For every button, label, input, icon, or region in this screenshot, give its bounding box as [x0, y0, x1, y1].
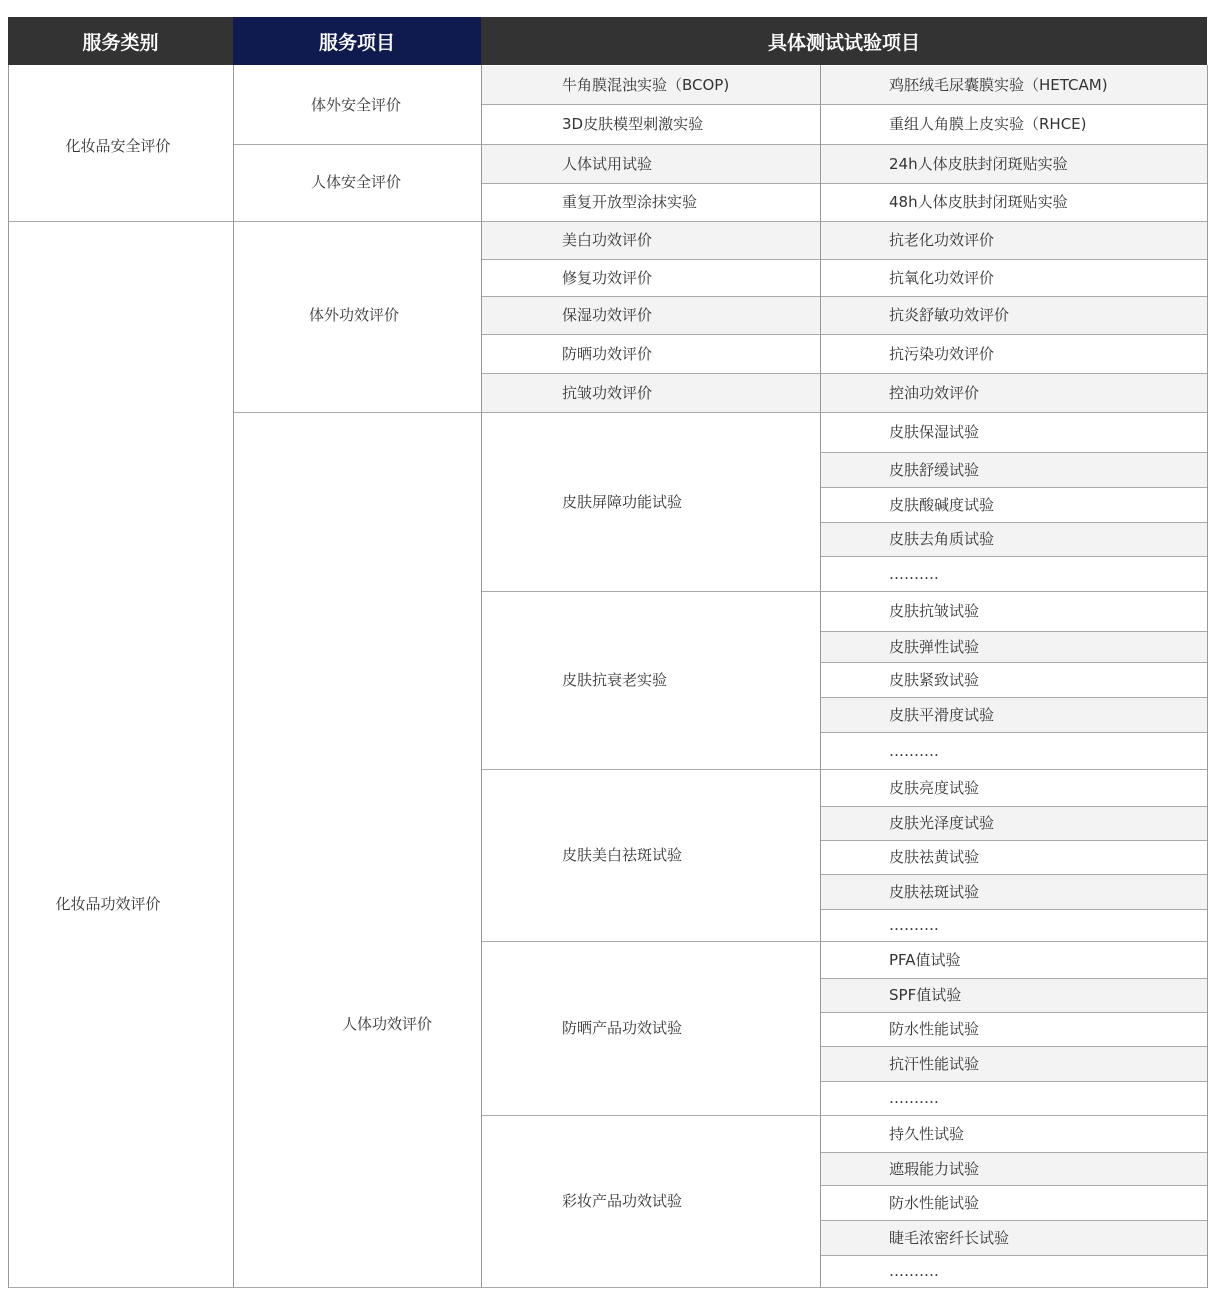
test-item: 皮肤祛黄试验 — [889, 848, 980, 866]
column-divider — [8, 65, 9, 1288]
test-item: 48h人体皮肤封闭斑贴实验 — [889, 193, 1068, 211]
header-label: 服务类别 — [82, 31, 159, 54]
row-shade — [821, 453, 1207, 487]
test-item: 保湿功效评价 — [562, 306, 653, 324]
header-label: 服务项目 — [318, 31, 395, 54]
row-divider — [481, 296, 1207, 297]
service-invitro-efficacy: 体外功效评价 — [308, 306, 400, 324]
row-divider — [481, 1115, 1207, 1116]
header-service-item — [233, 17, 481, 65]
row-divider — [233, 144, 1207, 145]
row-shade — [821, 1221, 1207, 1255]
row-divider — [820, 556, 1207, 557]
category-safety: 化妆品安全评价 — [65, 137, 171, 155]
test-item: ………. — [889, 564, 939, 583]
test-item: ………. — [889, 1089, 939, 1107]
row-divider — [481, 334, 1207, 335]
row-divider — [481, 104, 1207, 105]
test-group-name: 彩妆产品功效试验 — [562, 1192, 683, 1210]
row-shade — [821, 698, 1207, 732]
row-divider — [820, 1081, 1207, 1082]
row-divider — [820, 487, 1207, 488]
test-group-name: 皮肤屏障功能试验 — [562, 492, 683, 511]
test-item: 皮肤平滑度试验 — [889, 705, 995, 724]
column-divider — [233, 65, 234, 1288]
test-item: 皮肤去角质试验 — [889, 530, 995, 548]
row-divider — [820, 522, 1207, 523]
test-item: 皮肤光泽度试验 — [889, 814, 995, 832]
row-shade — [821, 1153, 1207, 1185]
row-divider — [820, 631, 1207, 632]
row-divider — [481, 183, 1207, 184]
test-item: 重复开放型涂抹实验 — [562, 193, 698, 211]
test-item: 皮肤舒缓试验 — [889, 460, 980, 479]
row-divider — [820, 806, 1207, 807]
row-divider — [481, 769, 1207, 770]
row-shade — [821, 875, 1207, 909]
row-divider — [233, 412, 1207, 413]
row-divider — [481, 259, 1207, 260]
row-shade — [821, 979, 1207, 1012]
row-divider — [820, 1046, 1207, 1047]
row-shade — [821, 1047, 1207, 1081]
row-shade — [821, 523, 1207, 556]
header-service-category — [8, 17, 233, 65]
test-item: 3D皮肤模型刺激实验 — [562, 115, 704, 133]
row-divider — [820, 909, 1207, 910]
test-item: 抗老化功效评价 — [889, 231, 995, 249]
row-divider — [820, 732, 1207, 733]
test-item: 修复功效评价 — [562, 268, 653, 287]
test-item: 防晒功效评价 — [562, 344, 653, 363]
test-item: 防水性能试验 — [889, 1020, 980, 1038]
column-divider — [1207, 65, 1208, 1288]
row-divider — [820, 840, 1207, 841]
test-item: 皮肤抗皱试验 — [889, 602, 980, 620]
header-test-items — [481, 17, 1207, 65]
test-group-name: 皮肤抗衰老实验 — [562, 671, 668, 689]
row-divider — [820, 452, 1207, 453]
test-item: 抗氧化功效评价 — [889, 268, 995, 287]
test-item: 抗炎舒敏功效评价 — [889, 306, 1010, 324]
test-item: ………. — [889, 916, 939, 934]
test-item: SPF值试验 — [889, 986, 962, 1004]
row-shade — [821, 807, 1207, 840]
test-item: 皮肤紧致试验 — [889, 670, 980, 689]
row-shade — [821, 632, 1207, 662]
test-item: 睫毛浓密纤长试验 — [889, 1228, 1010, 1247]
row-divider — [820, 1185, 1207, 1186]
test-item: 皮肤祛斑试验 — [889, 882, 980, 901]
test-item: PFA值试验 — [889, 950, 961, 969]
row-divider — [820, 662, 1207, 663]
test-item: 鸡胚绒毛尿囊膜实验（HETCAM) — [889, 75, 1108, 94]
row-divider — [481, 941, 1207, 942]
test-item: 皮肤酸碱度试验 — [889, 495, 995, 514]
row-divider — [820, 1255, 1207, 1256]
service-human-safety: 人体安全评价 — [310, 173, 402, 191]
test-item: 抗皱功效评价 — [562, 383, 653, 402]
test-item: 重组人角膜上皮实验（RHCE) — [889, 115, 1087, 133]
test-item: ………. — [889, 741, 939, 760]
test-item: 人体试用试验 — [562, 154, 653, 173]
test-item: 美白功效评价 — [562, 231, 653, 249]
service-human-efficacy: 人体功效评价 — [341, 1015, 433, 1033]
category-efficacy: 化妆品功效评价 — [55, 895, 161, 913]
row-divider — [820, 978, 1207, 979]
row-divider — [8, 221, 1207, 222]
row-divider — [820, 1012, 1207, 1013]
service-invitro-safety: 体外安全评价 — [310, 96, 402, 114]
test-item: 抗汗性能试验 — [889, 1054, 980, 1073]
test-item: 24h人体皮肤封闭斑贴实验 — [889, 154, 1068, 173]
column-divider — [481, 65, 482, 1288]
test-item: 遮瑕能力试验 — [889, 1159, 980, 1178]
row-divider — [820, 1152, 1207, 1153]
row-divider — [820, 874, 1207, 875]
column-divider — [820, 65, 821, 1288]
test-item: 控油功效评价 — [889, 383, 980, 402]
row-divider — [820, 697, 1207, 698]
test-group-name: 皮肤美白祛斑试验 — [562, 846, 683, 864]
test-item: 皮肤亮度试验 — [889, 778, 980, 797]
test-item: 皮肤弹性试验 — [889, 637, 980, 656]
row-divider — [481, 591, 1207, 592]
row-divider — [8, 1287, 1207, 1288]
test-group-name: 防晒产品功效试验 — [562, 1019, 683, 1037]
row-divider — [481, 373, 1207, 374]
test-item: 牛角膜混浊实验（BCOP) — [562, 75, 730, 94]
test-item: ………. — [889, 1262, 939, 1280]
test-item: 皮肤保湿试验 — [889, 423, 980, 441]
row-divider — [820, 1220, 1207, 1221]
test-item: 抗污染功效评价 — [889, 344, 995, 363]
test-item: 持久性试验 — [889, 1124, 965, 1143]
test-item: 防水性能试验 — [889, 1193, 980, 1212]
header-label: 具体测试试验项目 — [767, 31, 920, 54]
